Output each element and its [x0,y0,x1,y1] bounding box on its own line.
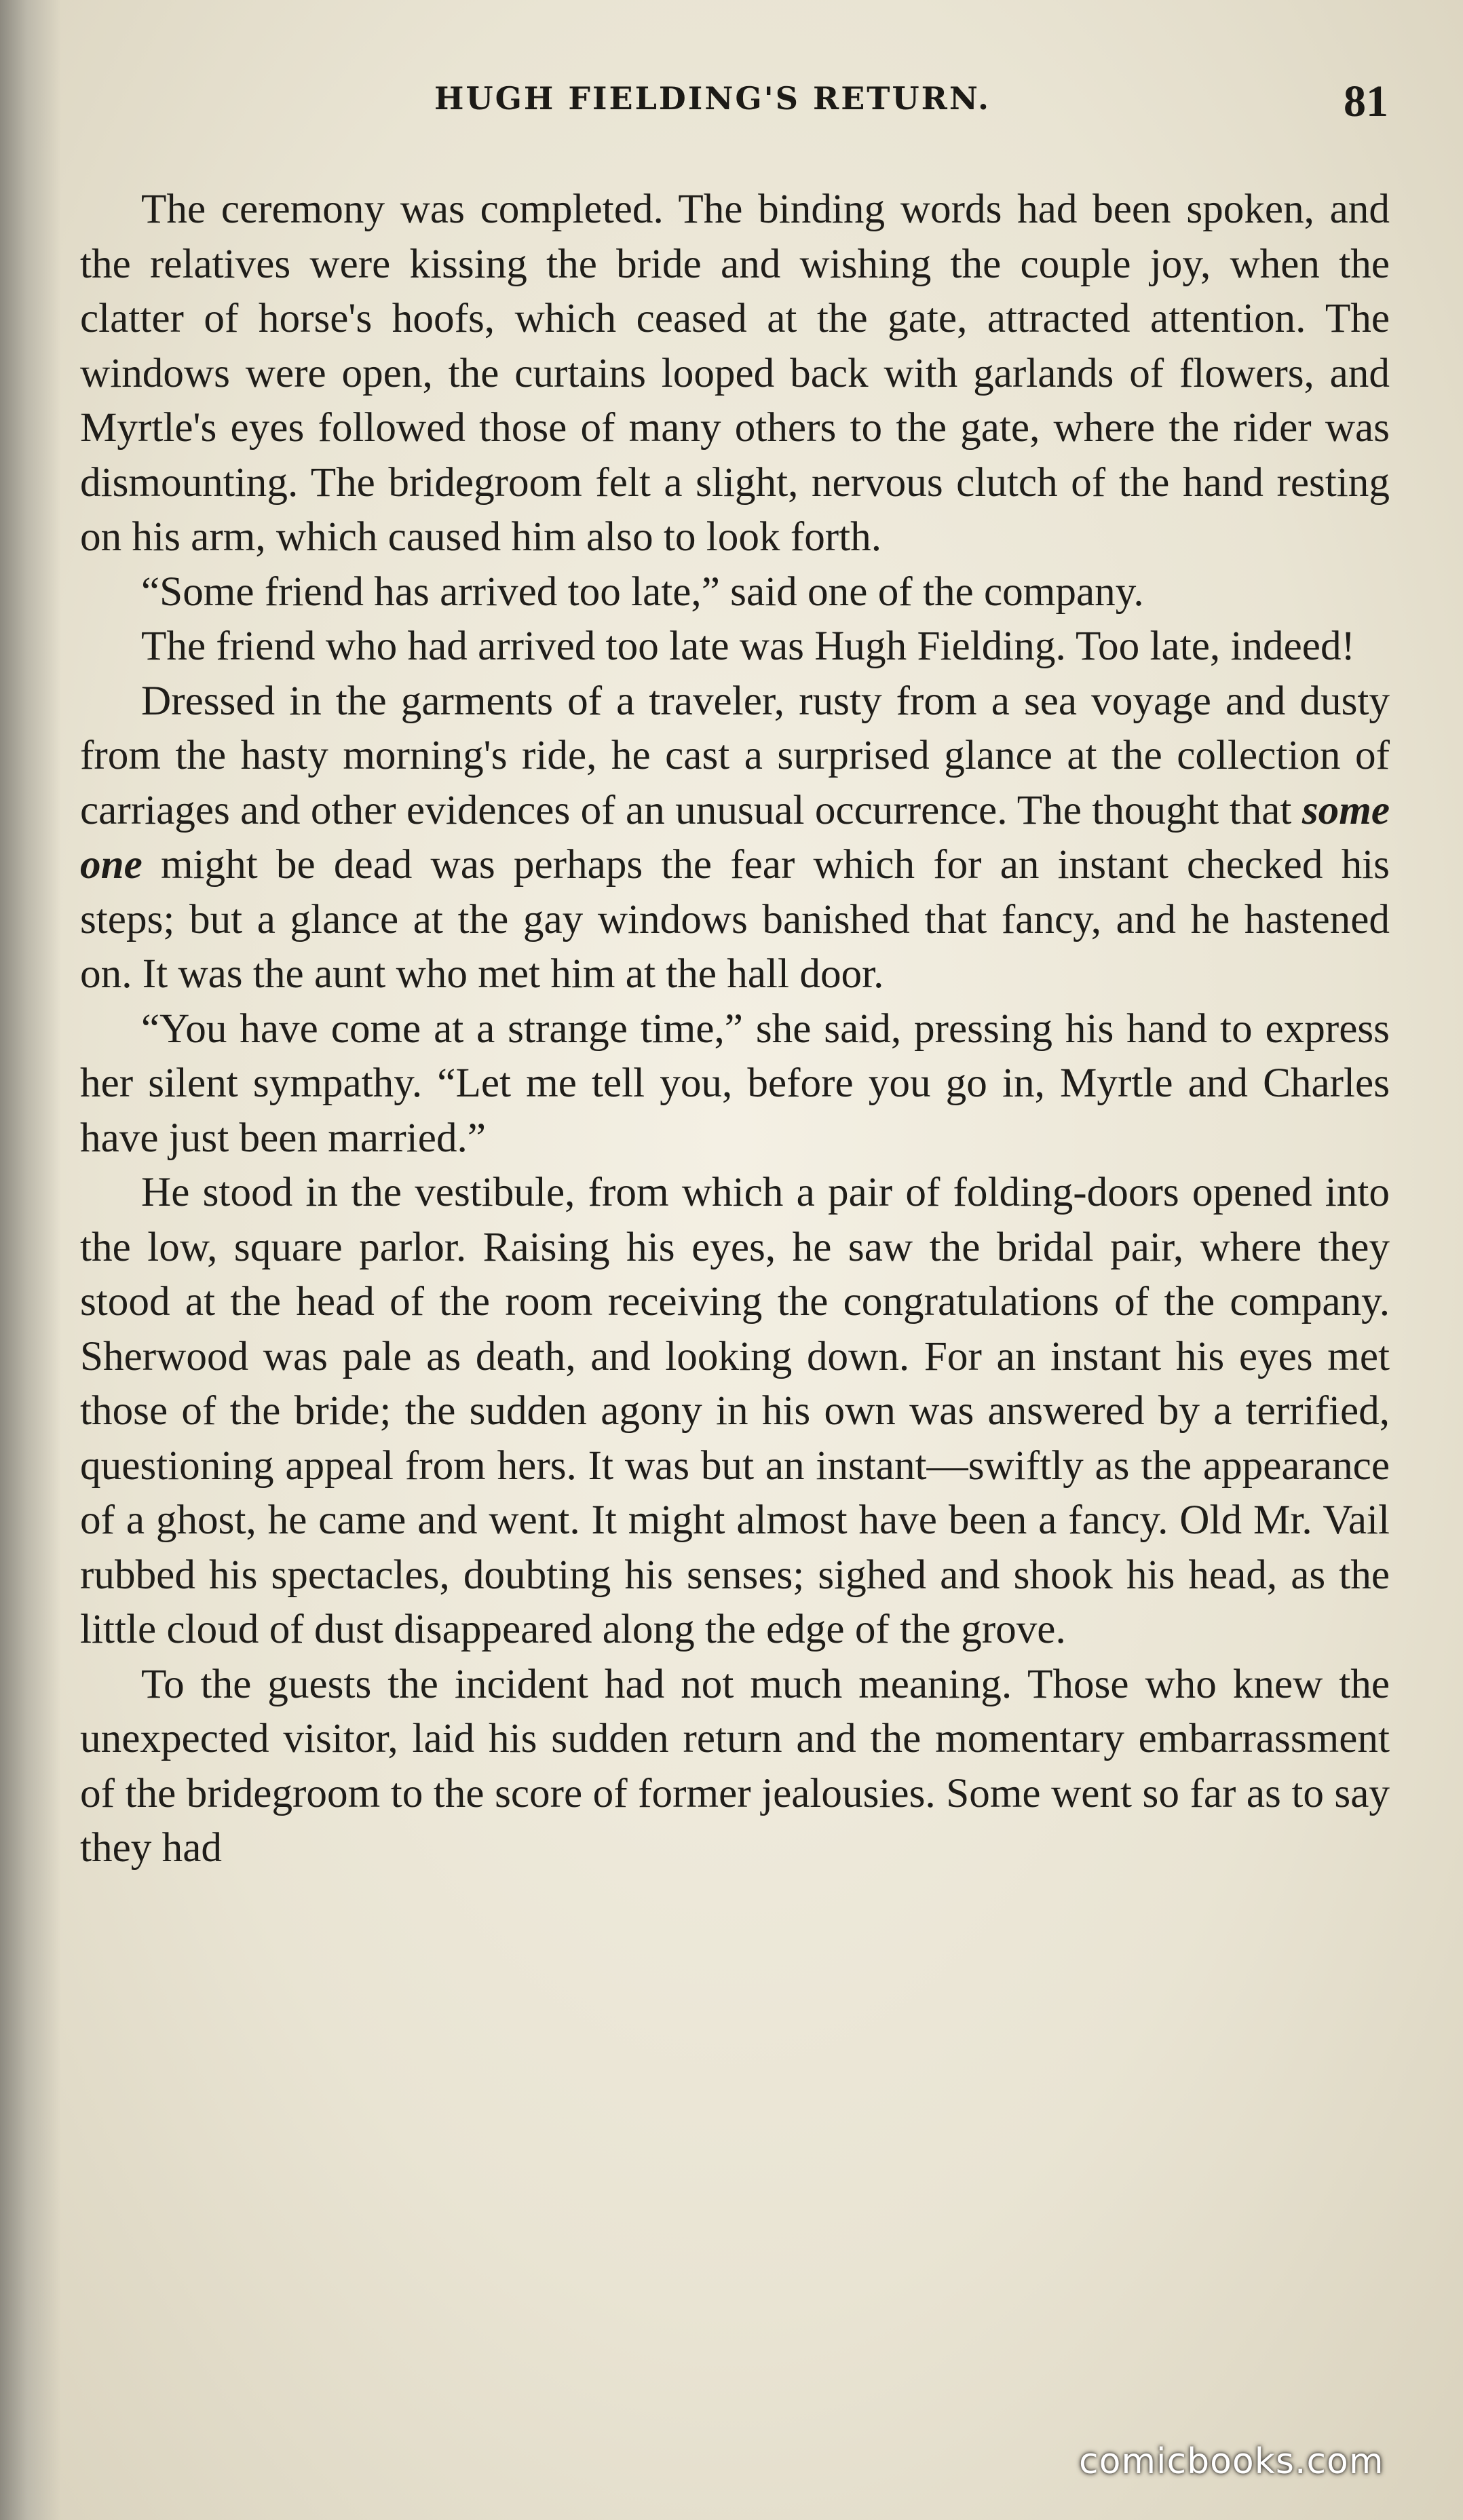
running-head-title: HUGH FIELDING'S RETURN. [434,80,991,117]
paragraph-text: Dressed in the garments of a traveler, rusty from a sea voyage and dusty from the hasty morning's ride, he cast a surprised glance at the collection of carriages and other evidences of an unusual occurrence. The thought that [80,677,1390,833]
watermark: comicbooks.com [1079,2441,1384,2482]
page-number: 81 [1344,77,1388,126]
paragraph: The ceremony was completed. The binding words had been spoken, and the relatives were kissing the bride and wishing the couple joy, when the clatter of horse's hoofs, which ceased at the gate, attracted attention. The windows were open, the curtains looped back with garlands of flowers, and Myrtle's eyes followed those of many others to the gate, where the rider was dismounting. The bridegroom felt a slight, nervous clutch of the hand resting on his arm, which caused him also to look forth. [80,186,1390,560]
paragraph: The friend who had arrived too late was Hugh Fielding. Too late, indeed! [141,623,1355,669]
paragraph: He stood in the vestibule, from which a pair of folding-doors opened into the low, square parlor. Raising his eyes, he saw the bridal pair, where they stood at the head of the room receiving the congratulations of the company. Sherwood was pale as death, and looking down. For an instant his eyes met those of the bride; the sudden agony in his own was answered by a terrified, questioning appeal from hers. It was but an instant—swiftly as the appearance of a ghost, he came and went. It might almost have been a fancy. Old Mr. Vail rubbed his spectacles, doubting his senses; sighed and shook his head, as the little cloud of dust disappeared along the edge of the grove. [80,1169,1390,1652]
italic-emphasis: some one [80,786,1390,887]
paragraph-text: might be dead was perhaps the fear which for an instant checked his steps; but a glance at the gay windows banished that fancy, and he hastened on. It was the aunt who met him at the hall door. [80,841,1390,997]
paragraph: “Some friend has arrived too late,” said one of the company. [141,568,1144,615]
page-gutter-shadow [0,0,61,2520]
paragraph: To the guests the incident had not much meaning. Those who knew the unexpected visitor, laid his sudden return and the momentary embarrassment of the bridegroom to the score of former jealousies. Some went so far as to say they had [80,1660,1390,1871]
running-header [0,77,1463,134]
body-text [80,182,1390,1875]
paragraph [80,674,1390,1001]
paragraph: “You have come at a strange time,” she said, pressing his hand to express her silent sympathy. “Let me tell you, before you go in, Myrtle and Charles have just been married.” [80,1005,1390,1161]
